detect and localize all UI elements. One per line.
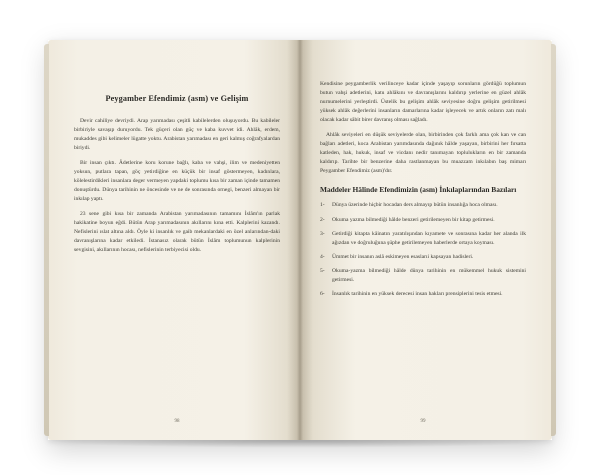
page-title: Peygamber Efendimiz (asm) ve Gelişim	[105, 94, 249, 103]
list-item: Okuma-yazma bilmediği hâlde dünya tarihinin en mükemmel hukuk sistemini getirmesi.	[332, 267, 526, 283]
section-subheading: Maddeler Hâlinde Efendimizin (asm) İnkılaplarından Bazıları	[320, 185, 517, 195]
list-item: Getirdiği kitapta kâinatın yaratılışından kıyamete ve sonrasına kadar her alanda ilk ağızdan ve doğruluğuna şüphe getirilemeyen haberlerde ortaya koyması.	[332, 230, 526, 246]
page-number-left: 98	[174, 419, 180, 424]
numbered-list	[320, 201, 526, 298]
paragraph: Devir cahiliye devriydi. Arap yarımadası çeşitli kabilelerden oluşuyordu. Bu kabileler birbiriyle savaşıp duruyordu. Tek güçeri olan güç ve kaba kuvvet idi. Ahlâk, erdem, mukaddes gibi kelimeler lügatte yoktu. Arabistan yarımadası en geri kalmış coğrafyalardan biriydi.	[74, 117, 280, 151]
page-edge-left	[44, 44, 49, 436]
list-item: Dünya üzerinde hiçbir hocadan ders almayıp bütün insanlığa hoca olması.	[332, 202, 498, 209]
paragraph: Bir insan çıktı. Âdetlerine koru korune bağlı, kaba ve vahşi, ilim ve medeniyetten yoksun, putlara tapan, göç yetirdiğine en küçük bir insaf göstermeyen, kadınlara, kölelestirdikleri insanlara deger vermeyen yapdaki toplumu kısa bir zaman içinde tamamen donuştürdu. Dünya tarihinin ne öncesinde ve ne de sonrasında ornegi, benzeri almayan bir inkılap yaptı.	[74, 159, 280, 203]
list-item: Ümmet bir insanın aslâ eskimeyen esaslarıi kapsayan hadisleri.	[332, 253, 474, 260]
left-page	[48, 40, 300, 440]
right-page	[300, 40, 552, 440]
paragraph: Kendisine peygamberlik verilinceye kadar içinde yaşayıp sorunların gördüğü toplumun butun vahşi adetlerini, katu ahlâkını ve davranışlarını kaldırıp yerlerine en güzel ahlâk nurnumelerini yerleştirdi. Üstelik bu gelişim ahlâk seviyesine doğru gelişim getirilmesi yüksek ahlâk değerlerini insanların damarlarına kadar işleyecek ve artık onların zatı malı olacak kadar sâbit birer davranış olması sağladı.	[320, 81, 526, 124]
list-item: İnsanlık tarihinin en yüksek derecesi insan hakları prensiplerini tesis etmesi.	[332, 290, 503, 297]
page-number-right: 99	[420, 419, 426, 424]
page-edge-right	[551, 44, 556, 436]
paragraph: 23 sene gibi kısa bir zamanda Arabistan yarımadasının tamamını İslâm'ın parlak hakikatine boyun eğdi. Bütün Arap yarımadasının akıllarını kına etti. Kalplerini kazandı. Nefislerini ıslat altına aldı. Öyle ki insanlık ve gaib mekanlardaki en özel anlarından-daki davranışlarına kadar etkiledi. İstanasız olarak bütün İslâm toplumunun kalplerinin sevgisini, akıllarının hocası, nefislerinin terbiyecisi oldu.	[74, 211, 280, 254]
list-item: Okuma yazma bilmediği hâlde benzeri getirilemeyen bir kitap getirmesi.	[332, 216, 495, 223]
paragraph: Ahlâk seviyeleri en düşük seviyelerde olan, birbirinden çok farklı ama çok kan ve can bağları adetleri, koca Arabistan yarımdasında dağınık hâlde yaşayan, birbirini her fırsatta katleden, hak, hukuk, insaf ve vicdanı nedir tanımayan toplulukların en bir zamanda kaldırıp. Tarihte bir benzerine daha rastlanmayan bu muazzam inkılabın baş mimarı Peygamber Efendimiz (asm)'dır.	[320, 132, 526, 175]
open-book	[48, 40, 552, 440]
